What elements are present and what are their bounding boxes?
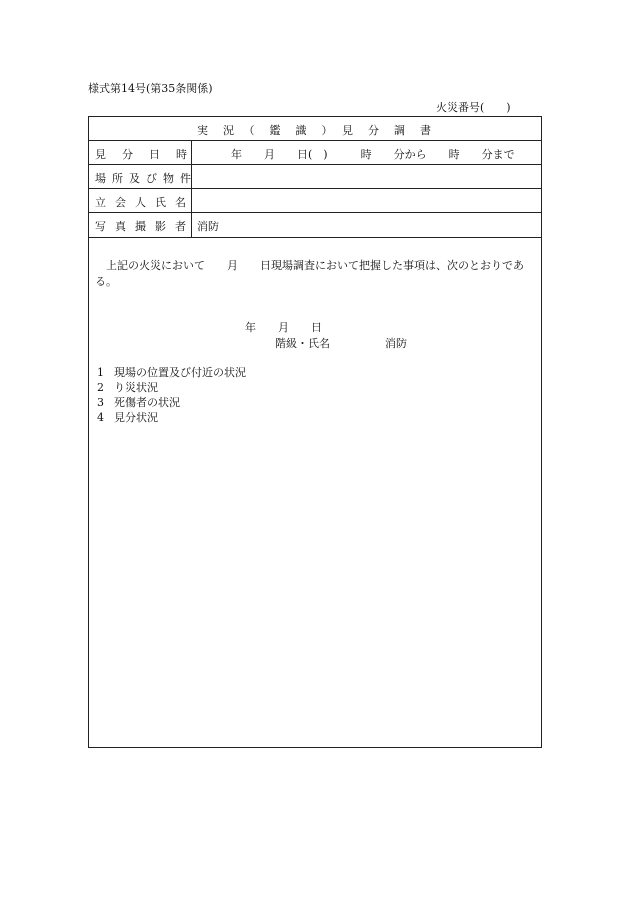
statement-text: 上記の火災において 月 日現場調査において把握した事項は、次のとおりである。: [95, 259, 524, 288]
inspection-report-form: [88, 116, 542, 748]
item-number: 3: [97, 396, 104, 409]
item-number: 2: [97, 381, 104, 394]
witness-name-label: 立会人氏名: [95, 196, 195, 209]
item-text: 見分状況: [114, 411, 158, 424]
location-property-row: [89, 165, 541, 189]
inspection-datetime-row: [89, 141, 541, 165]
list-item: [97, 410, 246, 425]
list-item: [97, 395, 246, 410]
label-cell: [89, 189, 195, 212]
form-title: 実 況 （ 鑑 識 ） 見 分 調 書: [197, 124, 433, 137]
photographer-value: 消防: [197, 220, 219, 233]
inspection-datetime-value: 年 月 日( ) 時 分から 時 分まで: [231, 148, 515, 161]
list-item: [97, 380, 246, 395]
witness-name-row: [89, 189, 541, 213]
item-number: 4: [97, 411, 104, 424]
label-cell: [89, 165, 197, 188]
item-number: 1: [97, 366, 104, 379]
list-item: [97, 365, 246, 380]
item-text: 死傷者の状況: [114, 396, 180, 409]
report-date: 年 月 日: [245, 321, 322, 334]
title-row: [89, 117, 541, 141]
form-number: 様式第14号(第35条関係): [88, 82, 213, 95]
photographer-label: 写真撮影者: [95, 220, 195, 233]
label-cell: [89, 141, 203, 164]
inspection-datetime-label: 見分日時: [95, 148, 203, 161]
location-property-label: 場所及び物件: [95, 172, 197, 185]
fire-number: 火災番号( ): [436, 101, 511, 114]
item-text: り災状況: [114, 381, 158, 394]
rank-name: 階級・氏名 消防: [275, 337, 407, 350]
item-text: 現場の位置及び付近の状況: [114, 366, 246, 379]
item-list: [97, 365, 246, 425]
photographer-row: [89, 213, 541, 238]
label-cell: [89, 213, 195, 237]
